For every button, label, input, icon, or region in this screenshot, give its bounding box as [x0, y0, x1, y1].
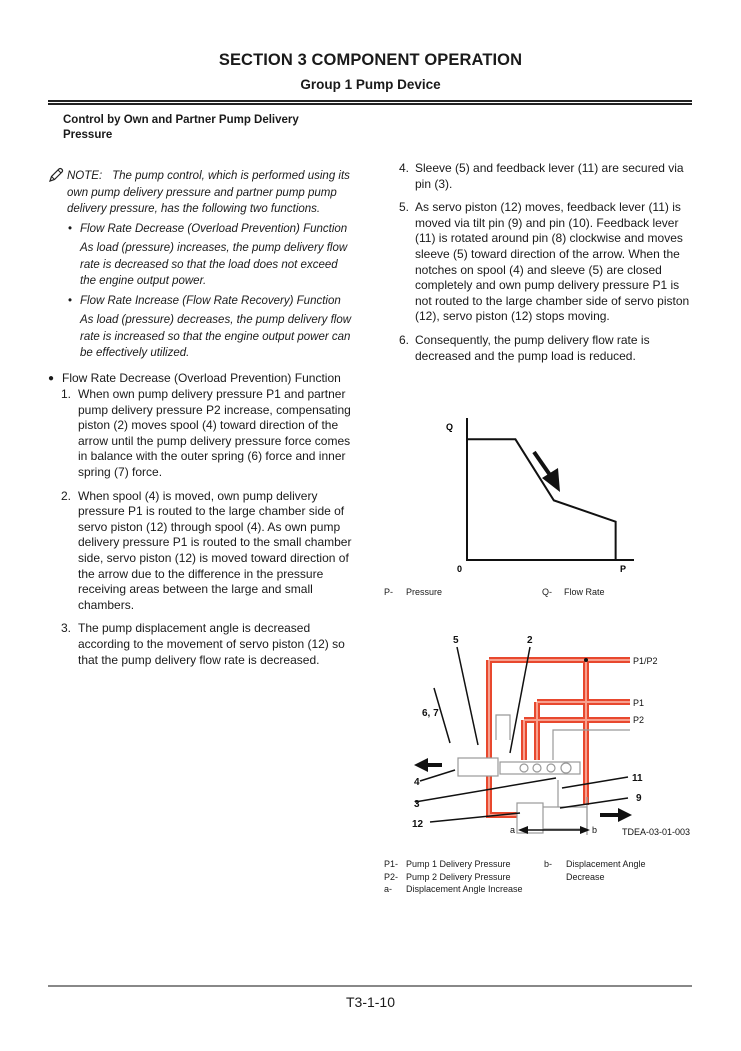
callout-label: 9	[636, 793, 642, 804]
legend-key: b-	[544, 859, 553, 869]
x-axis-label: P	[620, 564, 627, 574]
footer-divider	[48, 985, 692, 987]
note-item: • Flow Rate Decrease (Overload Prevention) Function As load (pressure) increases, the pump delivery flow rate is decreased so that the load does not exceed the engine output power.	[48, 221, 353, 290]
bullet-icon: ●	[48, 373, 55, 384]
legend-label: Displacement Angle Increase	[406, 884, 523, 894]
legend-key: P1-	[384, 859, 399, 869]
note-item-description: As load (pressure) increases, the pump delivery flow rate is decreased so that the load does not exceed the engine output power.	[80, 242, 348, 287]
note-block	[48, 168, 353, 362]
y-axis-label: Q	[446, 422, 454, 432]
note-item-title: Flow Rate Decrease (Overload Prevention) Function	[80, 222, 348, 235]
group-title: Group 1 Pump Device	[300, 77, 441, 92]
callout-label: 6, 7	[422, 708, 439, 719]
callout-label: 4	[414, 777, 420, 788]
port-label: P1/P2	[633, 656, 658, 666]
note-item: • Flow Rate Increase (Flow Rate Recovery) Function As load (pressure) decreases, the pump delivery flow rate is increased so that the engine output power can be effectively utilized.	[48, 293, 353, 362]
callout-label: 5	[453, 635, 459, 646]
pencil-icon	[48, 167, 64, 183]
function-heading: ● Flow Rate Decrease (Overload Prevention) Function	[48, 371, 341, 385]
step-item: 5. As servo piston (12) moves, feedback lever (11) is moved via tilt pin (9) and pin (10). Feedback lever (11) is rotated around pin (8) clockwise and moves sleeve (5) toward direction of the arrow. When the notches on spool (4) and sleeve (5) are closed completely and own pump delivery pressure P1 is not routed to the large chamber side of servo piston (12), servo piston (12) stops moving.	[399, 200, 690, 324]
origin-label: 0	[457, 564, 463, 574]
legend-label: Displacement Angle Decrease	[566, 859, 646, 882]
pump-regulator-diagram	[400, 625, 700, 850]
step-item: 4. Sleeve (5) and feedback lever (11) are secured via pin (3).	[399, 161, 684, 191]
steps-list-right	[387, 161, 697, 372]
direction-label-b: b	[592, 825, 598, 835]
page-number: T3-1-10	[345, 994, 396, 1010]
legend-label: Pump 1 Delivery Pressure	[406, 859, 511, 869]
note-text: own pump delivery pressure and partner pump pump delivery pressure, has the following two functions.	[67, 186, 337, 215]
step-item: 6. Consequently, the pump delivery flow rate is decreased and the pump load is reduced.	[399, 332, 650, 363]
figure-id: TDEA-03-01-003	[622, 827, 691, 837]
decrease-arrow-icon	[534, 452, 560, 492]
steps-list-left	[48, 387, 360, 676]
left-arrow-icon	[414, 758, 428, 772]
callout-label: 2	[527, 635, 533, 646]
step-item: 2. When spool (4) is moved, own pump delivery pressure P1 is routed to the large chamber side of servo piston (12) through spool (4). As own pump delivery pressure P1 is routed to the small chamber side, servo piston (12) is moved toward direction of the arrow due to the difference in the pressure receiving areas between the large and small chambers.	[61, 488, 352, 612]
port-label: P2	[633, 715, 645, 725]
direction-label-a: a	[510, 825, 516, 835]
legend-key: a-	[384, 884, 393, 894]
callout-label: 11	[632, 773, 643, 784]
legend-label: Flow Rate	[564, 587, 605, 597]
step-item: 3. The pump displacement angle is decreased according to the movement of servo piston (12) so that the pump delivery flow rate is decreased.	[61, 621, 345, 667]
legend-key: Q-	[542, 587, 552, 597]
legend-label: Pump 2 Delivery Pressure	[406, 871, 511, 882]
topic-heading: Control by Own and Partner Pump Delivery Pressure	[63, 114, 299, 141]
right-arrow-icon	[618, 808, 632, 822]
note-first-line: The pump control, which is performed using its	[112, 170, 350, 182]
callout-label: 3	[414, 799, 420, 810]
pq-chart	[380, 410, 640, 590]
pq-series-line	[467, 439, 616, 560]
legend-key: P2-	[384, 871, 399, 882]
legend-label: Pressure	[406, 587, 443, 597]
note-label: NOTE:	[67, 170, 103, 182]
port-label: P1	[633, 698, 645, 708]
callout-label: 12	[412, 819, 424, 830]
legend-key: P-	[384, 587, 393, 597]
section-title: SECTION 3 COMPONENT OPERATION	[218, 51, 523, 69]
step-item: 1. When own pump delivery pressure P1 and partner pump delivery pressure P2 increase, compensating piston (2) moves spool (4) toward direction of the arrow until the pump delivery pressure force comes in balance with the outer spring (6) force and inner spring (7) force.	[61, 387, 351, 479]
note-item-description: As load (pressure) decreases, the pump delivery flow rate is increased so that the engine output power can be effectively utilized.	[80, 314, 352, 359]
header-divider	[48, 100, 692, 105]
note-item-title: Flow Rate Increase (Flow Rate Recovery) Function	[80, 294, 341, 307]
